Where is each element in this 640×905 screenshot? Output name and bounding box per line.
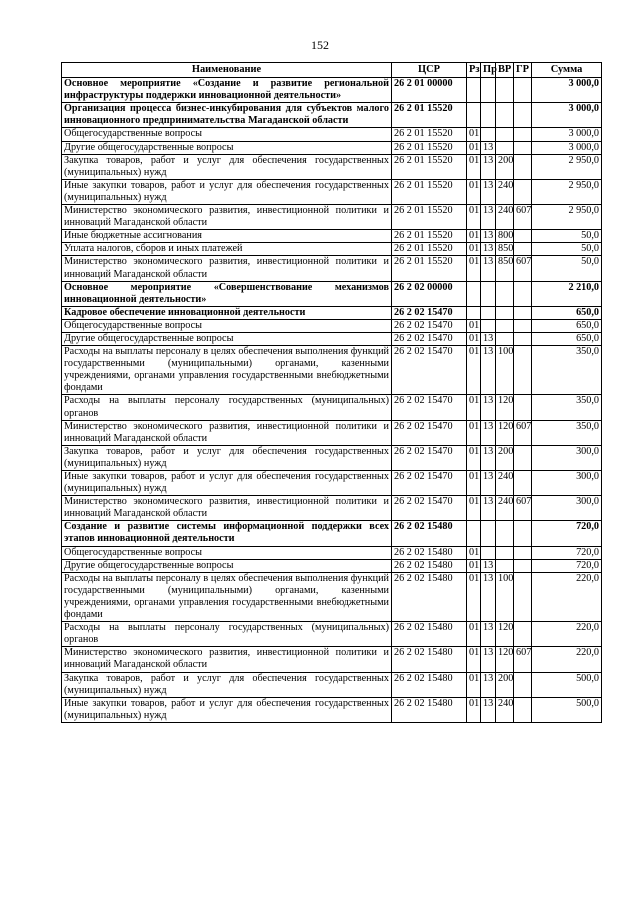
cell-rz: 01 — [467, 332, 481, 345]
cell-pr — [481, 306, 496, 319]
cell-pr: 13 — [481, 332, 496, 345]
cell-rz: 01 — [467, 205, 481, 230]
cell-gr — [514, 622, 532, 647]
table-row — [62, 697, 602, 722]
cell-name: Министерство экономического развития, инвестиционной политики и инноваций Магаданской области — [62, 256, 392, 281]
cell-sum: 650,0 — [532, 306, 602, 319]
cell-code: 26 2 02 15480 — [392, 559, 467, 572]
cell-rz — [467, 281, 481, 306]
table-row — [62, 281, 602, 306]
cell-name: Министерство экономического развития, инвестиционной политики и инноваций Магаданской области — [62, 647, 392, 672]
cell-code: 26 2 02 00000 — [392, 281, 467, 306]
cell-name: Министерство экономического развития, инвестиционной политики и инноваций Магаданской области — [62, 420, 392, 445]
cell-code: 26 2 02 15470 — [392, 420, 467, 445]
table-row — [62, 78, 602, 103]
table-row — [62, 496, 602, 521]
cell-gr — [514, 572, 532, 621]
cell-rz: 01 — [467, 319, 481, 332]
cell-name: Расходы на выплаты персоналу в целях обеспечения выполнения функций государственными (муниципальными) органами, казенными учреждениями, органами управления государственными внебюджетными фондами — [62, 346, 392, 395]
cell-sum: 720,0 — [532, 521, 602, 546]
table-row — [62, 420, 602, 445]
cell-sum: 2 950,0 — [532, 154, 602, 179]
cell-vr — [496, 332, 514, 345]
cell-vr: 120 — [496, 395, 514, 420]
cell-vr: 120 — [496, 420, 514, 445]
header-code: ЦСР — [392, 63, 467, 78]
cell-rz: 01 — [467, 496, 481, 521]
table-row — [62, 521, 602, 546]
cell-vr: 240 — [496, 697, 514, 722]
cell-code: 26 2 02 15470 — [392, 395, 467, 420]
table-row — [62, 154, 602, 179]
table-header-row — [62, 63, 602, 78]
cell-gr: 607 — [514, 256, 532, 281]
cell-pr: 13 — [481, 672, 496, 697]
table-row — [62, 319, 602, 332]
cell-sum: 500,0 — [532, 672, 602, 697]
cell-pr — [481, 128, 496, 141]
header-pr: Пр — [481, 63, 496, 78]
cell-name: Иные закупки товаров, работ и услуг для обеспечения государственных (муниципальных) нужд — [62, 697, 392, 722]
cell-gr — [514, 672, 532, 697]
cell-pr: 13 — [481, 572, 496, 621]
cell-name: Основное мероприятие «Совершенствование механизмов инновационной деятельности» — [62, 281, 392, 306]
cell-rz: 01 — [467, 572, 481, 621]
cell-pr: 13 — [481, 496, 496, 521]
cell-rz: 01 — [467, 230, 481, 243]
cell-sum: 300,0 — [532, 471, 602, 496]
cell-pr — [481, 78, 496, 103]
table-row — [62, 179, 602, 204]
cell-pr: 13 — [481, 559, 496, 572]
cell-name: Организация процесса бизнес-инкубирования для субъектов малого инновационного предпринимательства Магаданской области — [62, 103, 392, 128]
cell-code: 26 2 01 15520 — [392, 205, 467, 230]
cell-name: Общегосударственные вопросы — [62, 128, 392, 141]
cell-vr — [496, 281, 514, 306]
cell-sum: 220,0 — [532, 647, 602, 672]
cell-code: 26 2 01 15520 — [392, 243, 467, 256]
cell-rz: 01 — [467, 256, 481, 281]
cell-vr — [496, 319, 514, 332]
cell-code: 26 2 02 15480 — [392, 672, 467, 697]
cell-rz: 01 — [467, 471, 481, 496]
cell-name: Основное мероприятие «Создание и развитие региональной инфраструктуры поддержки инновационной деятельности» — [62, 78, 392, 103]
header-gr: ГР — [514, 63, 532, 78]
cell-rz: 01 — [467, 346, 481, 395]
cell-code: 26 2 01 15520 — [392, 128, 467, 141]
cell-rz: 01 — [467, 445, 481, 470]
cell-vr — [496, 546, 514, 559]
cell-pr: 13 — [481, 420, 496, 445]
cell-name: Другие общегосударственные вопросы — [62, 559, 392, 572]
cell-code: 26 2 02 15480 — [392, 647, 467, 672]
cell-sum: 350,0 — [532, 420, 602, 445]
cell-sum: 2 950,0 — [532, 179, 602, 204]
cell-gr — [514, 306, 532, 319]
cell-gr: 607 — [514, 647, 532, 672]
cell-code: 26 2 02 15470 — [392, 445, 467, 470]
cell-rz: 01 — [467, 622, 481, 647]
cell-name: Общегосударственные вопросы — [62, 546, 392, 559]
cell-vr — [496, 103, 514, 128]
cell-sum: 220,0 — [532, 622, 602, 647]
cell-name: Другие общегосударственные вопросы — [62, 332, 392, 345]
cell-vr: 850 — [496, 256, 514, 281]
cell-vr — [496, 521, 514, 546]
cell-gr — [514, 128, 532, 141]
header-rz: Рз — [467, 63, 481, 78]
table-row — [62, 205, 602, 230]
cell-sum: 220,0 — [532, 572, 602, 621]
cell-vr: 100 — [496, 346, 514, 395]
table-row — [62, 559, 602, 572]
cell-code: 26 2 02 15470 — [392, 471, 467, 496]
cell-sum: 2 950,0 — [532, 205, 602, 230]
cell-code: 26 2 01 15520 — [392, 103, 467, 128]
cell-pr: 13 — [481, 205, 496, 230]
cell-vr: 100 — [496, 572, 514, 621]
cell-vr: 240 — [496, 205, 514, 230]
cell-gr — [514, 179, 532, 204]
cell-name: Закупка товаров, работ и услуг для обеспечения государственных (муниципальных) нужд — [62, 154, 392, 179]
cell-sum: 50,0 — [532, 230, 602, 243]
cell-name: Закупка товаров, работ и услуг для обеспечения государственных (муниципальных) нужд — [62, 672, 392, 697]
cell-sum: 350,0 — [532, 395, 602, 420]
cell-sum: 50,0 — [532, 243, 602, 256]
cell-vr: 850 — [496, 243, 514, 256]
table-row — [62, 141, 602, 154]
cell-rz: 01 — [467, 141, 481, 154]
cell-rz: 01 — [467, 559, 481, 572]
cell-sum: 350,0 — [532, 346, 602, 395]
cell-rz — [467, 521, 481, 546]
cell-sum: 720,0 — [532, 559, 602, 572]
cell-gr — [514, 154, 532, 179]
table-row — [62, 230, 602, 243]
cell-rz: 01 — [467, 546, 481, 559]
cell-vr: 120 — [496, 647, 514, 672]
cell-rz — [467, 306, 481, 319]
cell-code: 26 2 02 15480 — [392, 546, 467, 559]
cell-code: 26 2 02 15470 — [392, 319, 467, 332]
cell-gr — [514, 546, 532, 559]
table-row — [62, 445, 602, 470]
cell-pr — [481, 521, 496, 546]
cell-vr — [496, 128, 514, 141]
cell-vr: 200 — [496, 154, 514, 179]
cell-name: Создание и развитие системы информационной поддержки всех этапов инновационной деятельности — [62, 521, 392, 546]
table-row — [62, 395, 602, 420]
cell-vr: 240 — [496, 179, 514, 204]
table-row — [62, 572, 602, 621]
cell-gr — [514, 346, 532, 395]
cell-sum: 2 210,0 — [532, 281, 602, 306]
table-row — [62, 672, 602, 697]
cell-gr — [514, 243, 532, 256]
cell-sum: 300,0 — [532, 445, 602, 470]
cell-sum: 650,0 — [532, 332, 602, 345]
cell-name: Уплата налогов, сборов и иных платежей — [62, 243, 392, 256]
cell-gr — [514, 521, 532, 546]
cell-pr: 13 — [481, 179, 496, 204]
cell-rz — [467, 103, 481, 128]
cell-vr — [496, 559, 514, 572]
cell-pr: 13 — [481, 471, 496, 496]
cell-name: Министерство экономического развития, инвестиционной политики и инноваций Магаданской области — [62, 496, 392, 521]
cell-name: Иные закупки товаров, работ и услуг для обеспечения государственных (муниципальных) нужд — [62, 471, 392, 496]
cell-code: 26 2 02 15470 — [392, 306, 467, 319]
cell-gr — [514, 445, 532, 470]
cell-code: 26 2 02 15480 — [392, 622, 467, 647]
header-vr: ВР — [496, 63, 514, 78]
table-body — [62, 78, 602, 723]
cell-vr — [496, 78, 514, 103]
cell-code: 26 2 02 15470 — [392, 332, 467, 345]
cell-gr: 607 — [514, 496, 532, 521]
cell-pr — [481, 281, 496, 306]
cell-rz: 01 — [467, 672, 481, 697]
cell-gr — [514, 697, 532, 722]
table-row — [62, 306, 602, 319]
cell-gr — [514, 141, 532, 154]
table-row — [62, 243, 602, 256]
cell-rz: 01 — [467, 697, 481, 722]
table-row — [62, 103, 602, 128]
table-row — [62, 128, 602, 141]
table-row — [62, 256, 602, 281]
cell-rz: 01 — [467, 154, 481, 179]
cell-gr: 607 — [514, 205, 532, 230]
cell-gr — [514, 395, 532, 420]
cell-pr: 13 — [481, 154, 496, 179]
cell-code: 26 2 01 15520 — [392, 141, 467, 154]
cell-vr: 200 — [496, 445, 514, 470]
cell-sum: 3 000,0 — [532, 141, 602, 154]
cell-name: Иные закупки товаров, работ и услуг для обеспечения государственных (муниципальных) нужд — [62, 179, 392, 204]
cell-code: 26 2 02 15480 — [392, 521, 467, 546]
cell-rz: 01 — [467, 179, 481, 204]
cell-gr — [514, 559, 532, 572]
cell-rz: 01 — [467, 243, 481, 256]
table-row — [62, 332, 602, 345]
cell-pr: 13 — [481, 141, 496, 154]
cell-code: 26 2 01 15520 — [392, 230, 467, 243]
cell-gr — [514, 332, 532, 345]
table-row — [62, 546, 602, 559]
cell-name: Расходы на выплаты персоналу государственных (муниципальных) органов — [62, 395, 392, 420]
cell-pr: 13 — [481, 395, 496, 420]
cell-code: 26 2 01 00000 — [392, 78, 467, 103]
cell-name: Министерство экономического развития, инвестиционной политики и инноваций Магаданской области — [62, 205, 392, 230]
cell-name: Иные бюджетные ассигнования — [62, 230, 392, 243]
cell-code: 26 2 01 15520 — [392, 179, 467, 204]
cell-pr: 13 — [481, 445, 496, 470]
cell-pr: 13 — [481, 622, 496, 647]
cell-vr: 800 — [496, 230, 514, 243]
cell-rz: 01 — [467, 647, 481, 672]
cell-vr: 240 — [496, 471, 514, 496]
cell-gr — [514, 103, 532, 128]
cell-sum: 300,0 — [532, 496, 602, 521]
cell-code: 26 2 02 15480 — [392, 697, 467, 722]
cell-gr: 607 — [514, 420, 532, 445]
cell-gr — [514, 319, 532, 332]
cell-name: Расходы на выплаты персоналу государственных (муниципальных) органов — [62, 622, 392, 647]
cell-rz: 01 — [467, 128, 481, 141]
cell-pr — [481, 319, 496, 332]
cell-sum: 3 000,0 — [532, 128, 602, 141]
cell-name: Общегосударственные вопросы — [62, 319, 392, 332]
cell-pr: 13 — [481, 697, 496, 722]
cell-pr: 13 — [481, 243, 496, 256]
cell-code: 26 2 02 15480 — [392, 572, 467, 621]
cell-gr — [514, 78, 532, 103]
cell-name: Другие общегосударственные вопросы — [62, 141, 392, 154]
cell-rz: 01 — [467, 420, 481, 445]
table-row — [62, 622, 602, 647]
cell-gr — [514, 471, 532, 496]
cell-vr — [496, 306, 514, 319]
cell-name: Расходы на выплаты персоналу в целях обеспечения выполнения функций государственными (муниципальными) органами, казенными учреждениями, органами управления государственными внебюджетными фондами — [62, 572, 392, 621]
cell-rz: 01 — [467, 395, 481, 420]
header-sum: Сумма — [532, 63, 602, 78]
cell-gr — [514, 230, 532, 243]
cell-sum: 50,0 — [532, 256, 602, 281]
cell-vr — [496, 141, 514, 154]
cell-sum: 500,0 — [532, 697, 602, 722]
cell-sum: 3 000,0 — [532, 103, 602, 128]
cell-pr: 13 — [481, 256, 496, 281]
cell-rz — [467, 78, 481, 103]
cell-code: 26 2 01 15520 — [392, 256, 467, 281]
table-row — [62, 647, 602, 672]
cell-sum: 3 000,0 — [532, 78, 602, 103]
cell-pr — [481, 546, 496, 559]
budget-table — [61, 62, 602, 723]
cell-gr — [514, 281, 532, 306]
table-row — [62, 346, 602, 395]
page-number: 152 — [311, 38, 329, 52]
cell-pr: 13 — [481, 346, 496, 395]
cell-sum: 720,0 — [532, 546, 602, 559]
cell-name: Кадровое обеспечение инновационной деятельности — [62, 306, 392, 319]
cell-vr: 200 — [496, 672, 514, 697]
cell-code: 26 2 02 15470 — [392, 346, 467, 395]
cell-name: Закупка товаров, работ и услуг для обеспечения государственных (муниципальных) нужд — [62, 445, 392, 470]
cell-pr — [481, 103, 496, 128]
cell-pr: 13 — [481, 647, 496, 672]
cell-sum: 650,0 — [532, 319, 602, 332]
table-row — [62, 471, 602, 496]
cell-vr: 120 — [496, 622, 514, 647]
cell-code: 26 2 01 15520 — [392, 154, 467, 179]
cell-code: 26 2 02 15470 — [392, 496, 467, 521]
cell-vr: 240 — [496, 496, 514, 521]
header-name: Наименование — [62, 63, 392, 78]
cell-pr: 13 — [481, 230, 496, 243]
